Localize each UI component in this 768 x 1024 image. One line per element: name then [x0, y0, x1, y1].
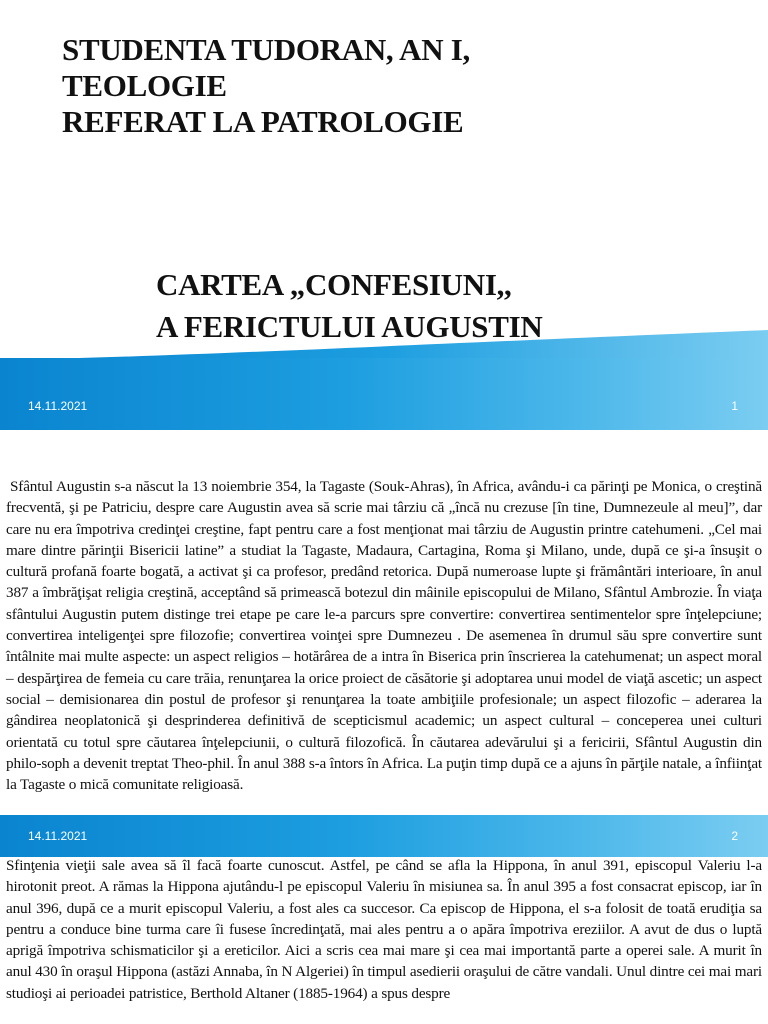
- subtitle-line-1: CARTEA „CONFESIUNI,,: [156, 267, 512, 302]
- slide-1: [0, 0, 768, 430]
- title-line-2: TEOLOGIE: [62, 68, 227, 103]
- page-number: 2: [731, 829, 738, 843]
- page-number: 1: [731, 399, 738, 413]
- title-line-1: STUDENTA TUDORAN, AN I,: [62, 32, 470, 67]
- title-line-3: REFERAT LA PATROLOGIE: [62, 104, 464, 139]
- footer-date: 14.11.2021: [28, 829, 88, 843]
- slide-body-text: Sfinţenia vieţii sale avea să îl facă foarte cunoscut. Astfel, pe când se afla la Hippona, în anul 391, episcopul Valeriu l-a hirotonit preot. A rămas la Hippona ajutându-l pe episcopul Valeriu în misiunea sa. În anul 395 a fost consacrat episcop, iar în anul 396, după ce a murit episcopul Valeriu, a fost ales ca succesor. Ca episcop de Hippona, el s-a folosit de toată erudiţia sa pentru a conduce bine turma care îi fusese încredinţată, mai ales pentru a o apăra împotriva ereziilor. A avut de dus o luptă aprigă împotriva schismaticilor şi a ereticilor. Aici a scris cea mai mare şi cea mai importantă parte a operei sale. A murit în anul 430 în oraşul Hippona (astăzi Annaba, în N Algeriei) în timpul asedierii oraşului de către vandali. Unul dintre cei mai mari studioşi ai perioadei patristice, Berthold Altaner (1885-1964) a spus despre: [6, 857, 762, 1002]
- slide-3: [0, 830, 768, 1024]
- slide-2: [0, 430, 768, 830]
- slide-body-text: Sfântul Augustin s-a născut la 13 noiembrie 354, la Tagaste (Souk-Ahras), în Africa, avându-i ca părinţi pe Monica, o creştină frecventă, şi pe Patriciu, despre care Augustin avea să scrie mai târziu că „încă nu crezuse [în tine, Dumnezeule al meu]”, dar care nu era împotriva credinţei creştine, fapt pentru care a fost menţionat mai târziu de Augustin printre catehumeni. „Cel mai mare dintre părinţii Bisericii latine” a studiat la Tagaste, Madaura, Cartagina, Roma şi Milano, unde, după ce şi-a însuşit o cultură profană foarte bogată, a activat şi ca profesor, predând retorica. După numeroase lupte şi frământări interioare, în anul 387 a îmbrăţişat religia creştină, acceptând să primească botezul din mâinile episcopului de Milano, Sfântul Ambrozie. În viaţa sfântului Augustin putem distinge trei etape pe care le-a parcurs spre convertire: convertirea sentimentelor spre înţelepciune; convertirea inteligenţei spre filozofie; convertirea voinţei spre Dumnezeu . De asemenea în drumul său spre convertire sunt întâlnite mai multe aspecte: un aspect religios – hotărârea de a intra în Biserica prin înscrierea la catehumenat; un aspect moral – despărţirea de femeia cu care trăia, renunţarea la orice proiect de căsătorie şi adoptarea unui model de viaţă ascetic; un aspect social – demisionarea din postul de profesor şi renunţarea la toate ambiţiile profesionale; un aspect filozofic – aderarea la gândirea neoplatonică şi desprinderea definitivă de scepticismul academic; un aspect cultural – conceperea unei culturi orientată cu totul spre căutarea înţelepciunii, o cultură filozofică. În căutarea adevărului şi a fericirii, Sfântul Augustin din philo-soph a devenit treptat Theo-phil. În anul 388 s-a întors în Africa. La puţin timp după ce a ajuns în părţile natale, a înfiinţat la Tagaste o mică comunitate religioasă.: [6, 478, 762, 794]
- footer-date: 14.11.2021: [28, 399, 88, 413]
- subtitle-line-2: A FERICTULUI AUGUSTIN: [156, 309, 543, 344]
- decorative-band: [0, 358, 768, 430]
- slide-title: [62, 32, 470, 140]
